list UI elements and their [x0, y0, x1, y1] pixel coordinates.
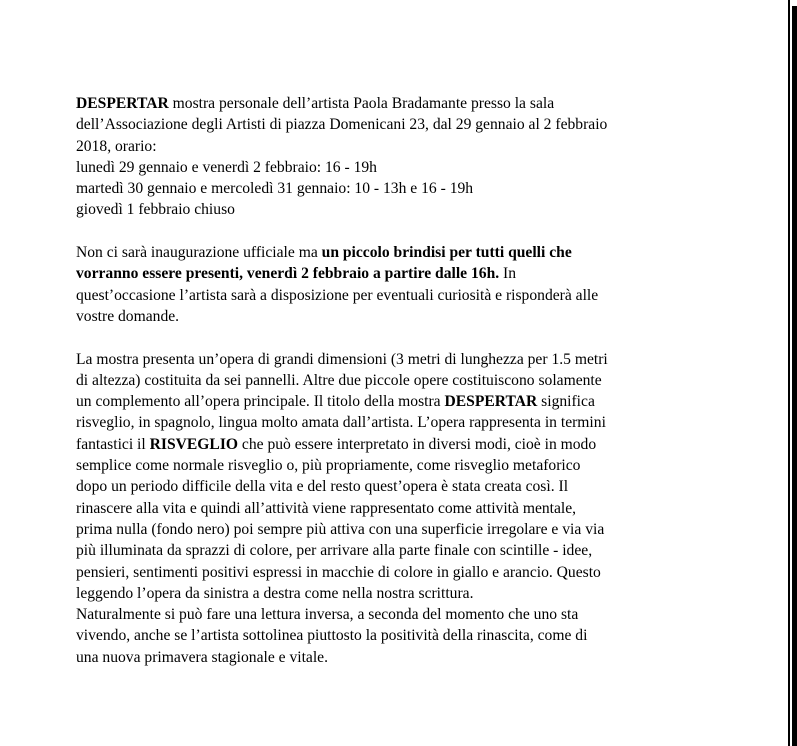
description-line-1: La mostra presenta un’opera di grandi dimensioni (3 metri di lunghezza per 1.5 metri — [76, 350, 608, 368]
description-line-9: prima nulla (fondo nero) poi sempre più attiva con una superficie irregolare e via via — [76, 520, 605, 538]
paragraph-gap — [76, 327, 726, 348]
page-shadow — [792, 6, 797, 746]
description-line-6: semplice come normale risveglio o, più propriamente, come risveglio metaforico — [76, 457, 581, 475]
description-line-12: leggendo l’opera da sinistra a destra come nella nostra scrittura. — [76, 584, 474, 602]
description-line-5: fantastici il RISVEGLIO che può essere interpretato in diversi modi, cioè in modo — [76, 435, 597, 453]
toast-line-3: quest’occasione l’artista sarà a disposizione per eventuali curiosità e risponderà alle — [76, 286, 599, 304]
hours-line-3: giovedì 1 febbraio chiuso — [76, 201, 235, 219]
description-line-10: più illuminata da sprazzi di colore, per arrivare alla parte finale con scintille - idee, — [76, 542, 593, 560]
description-line-7: dopo un periodo difficile della vita e del resto quest’opera è stata creata così. Il — [76, 478, 569, 496]
exhibition-title: DESPERTAR — [76, 95, 169, 112]
hours-line-2: martedì 30 gennaio e mercoledì 31 gennaio: 10 - 13h e 16 - 19h — [76, 180, 474, 198]
description-line-8: rinascere alla vita e quindi all’attività viene rappresentato come attività mentale, — [76, 499, 577, 517]
description-line-2: di altezza) costituita da sei pannelli. Altre due piccole opere costituiscono solamente — [76, 371, 602, 389]
description-line-11: pensieri, sentimenti positivi espressi in macchie di colore in giallo e arancio. Questo — [76, 563, 601, 581]
paragraph-gap — [76, 221, 726, 242]
description-line-13: Naturalmente si può fare una lettura inversa, a seconda del momento che uno sta — [76, 606, 579, 624]
description-line-14: vivendo, anche se l’artista sottolinea piuttosto la positività della rinascita, come di — [76, 627, 588, 645]
intro-line-2: dell’Associazione degli Artisti di piazza Domenicani 23, dal 29 gennaio al 2 febbraio — [76, 116, 608, 134]
description-line-4: risveglio, in spagnolo, lingua molto amata dall’artista. L’opera rappresenta in termini — [76, 414, 606, 432]
intro-line-1: DESPERTAR mostra personale dell’artista Paola Bradamante presso la sala — [76, 95, 555, 112]
description-line-3: un complemento all’opera principale. Il titolo della mostra DESPERTAR significa — [76, 393, 595, 411]
description-line-15: una nuova primavera stagionale e vitale. — [76, 648, 328, 666]
toast-line-2: vorranno essere presenti, venerdì 2 febbraio a partire dalle 16h. In — [76, 265, 517, 283]
toast-line-4: vostre domande. — [76, 307, 180, 325]
document-body — [76, 93, 726, 668]
hours-line-1: lunedì 29 gennaio e venerdì 2 febbraio: 16 - 19h — [76, 158, 377, 176]
toast-line-1: Non ci sarà inaugurazione ufficiale ma un piccolo brindisi per tutti quelli che — [76, 244, 572, 262]
intro-line-3: 2018, orario: — [76, 137, 157, 155]
